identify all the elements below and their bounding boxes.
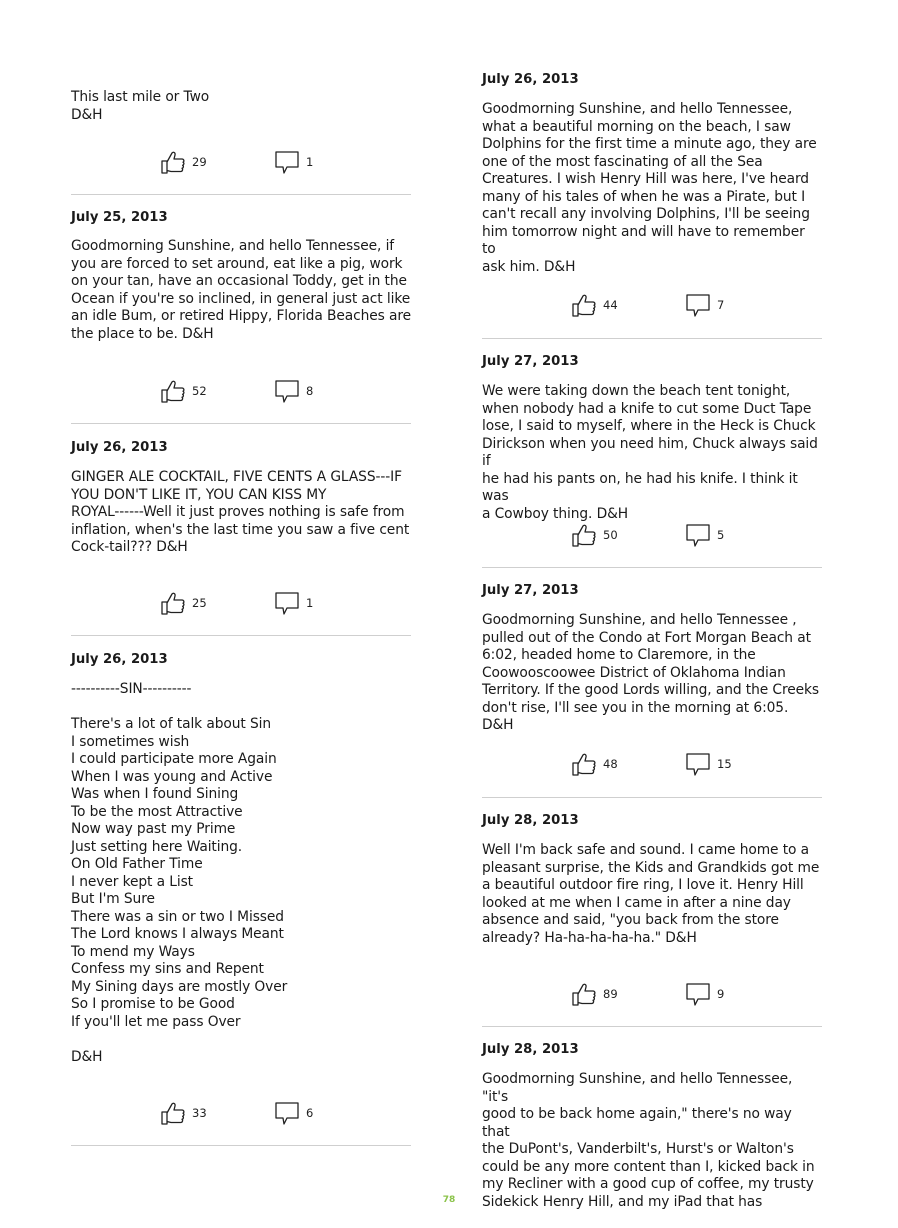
post-date: July 26, 2013	[482, 72, 579, 87]
post-divider	[482, 1026, 822, 1027]
post-body: Goodmorning Sunshine, and hello Tennessee, if you are forced to set around, eat like a pig, work on your tan, have an occasional Toddy, get in the Ocean if you're so inclined, in general just act like an idle Bum, or retired Hippy, Florida Beaches are the place to be. D&H	[71, 238, 411, 342]
like-button[interactable]	[571, 292, 618, 318]
post-body: This last mile or Two D&H	[71, 89, 210, 123]
like-count: 29	[192, 155, 207, 169]
like-button[interactable]	[571, 981, 618, 1007]
post-date: July 28, 2013	[482, 813, 579, 828]
post-divider	[71, 423, 411, 424]
speech-bubble-icon	[274, 378, 300, 404]
post-stats	[482, 981, 822, 1011]
like-count: 44	[603, 298, 618, 312]
comment-count: 15	[717, 757, 732, 771]
like-count: 33	[192, 1106, 207, 1120]
speech-bubble-icon	[274, 149, 300, 175]
comment-count: 7	[717, 298, 725, 312]
speech-bubble-icon	[685, 292, 711, 318]
thumbs-up-icon	[571, 751, 597, 777]
speech-bubble-icon	[685, 981, 711, 1007]
like-button[interactable]	[160, 1100, 207, 1126]
post-stats	[71, 378, 411, 408]
comment-button[interactable]	[685, 522, 724, 548]
post-body: Well I'm back safe and sound. I came home to a pleasant surprise, the Kids and Grandkids got me a beautiful outdoor fire ring, I love it. Henry Hill looked at me when I came in after a nine day absence and said, "you back from the store already? Ha-ha-ha-ha-ha." D&H	[482, 842, 820, 946]
post-body: GINGER ALE COCKTAIL, FIVE CENTS A GLASS---IF YOU DON'T LIKE IT, YOU CAN KISS MY ROYAL------Well it just proves nothing is safe from inflation, when's the last time you saw a five cent Cock-tail??? D&H	[71, 469, 410, 555]
post-date: July 25, 2013	[71, 210, 168, 225]
like-count: 48	[603, 757, 618, 771]
post-stats	[482, 751, 822, 781]
page-number: 78	[442, 1195, 456, 1205]
comment-count: 8	[306, 384, 314, 398]
comment-button[interactable]	[685, 981, 724, 1007]
speech-bubble-icon	[685, 751, 711, 777]
speech-bubble-icon	[274, 590, 300, 616]
like-button[interactable]	[571, 522, 618, 548]
post-date: July 27, 2013	[482, 354, 579, 369]
like-count: 52	[192, 384, 207, 398]
post-divider	[482, 797, 822, 798]
like-count: 50	[603, 528, 618, 542]
post-body: Goodmorning Sunshine, and hello Tennessee, what a beautiful morning on the beach, I saw Dolphins for the first time a minute ago, they are one of the most fascinating of all the Sea Creatures. I wish Henry Hill was here, I've heard many of his tales of when he was a Pirate, but I can't recall any involving Dolphins, I'll be seeing him tomorrow night and will have to remember to ask him. D&H	[482, 101, 817, 275]
post-divider	[71, 635, 411, 636]
thumbs-up-icon	[160, 590, 186, 616]
post-body: We were taking down the beach tent tonight, when nobody had a knife to cut some Duct Tape lose, I said to myself, where in the Heck is Chuck Dirickson when you need him, Chuck always said if he had his pants on, he had his knife. I think it was a Cowboy thing. D&H	[482, 383, 818, 522]
thumbs-up-icon	[160, 1100, 186, 1126]
thumbs-up-icon	[571, 292, 597, 318]
like-count: 89	[603, 987, 618, 1001]
post-stats	[482, 522, 822, 552]
post-date: July 27, 2013	[482, 583, 579, 598]
comment-button[interactable]	[685, 292, 724, 318]
post-divider	[482, 338, 822, 339]
post-body: ----------SIN---------- There's a lot of talk about Sin I sometimes wish I could participate more Again When I was young and Active Was when I found Sining To be the most Attractive Now way past my Prime Just setting here Waiting. On Old Father Time I never kept a List But I'm Sure There was a sin or two I Missed The Lord knows I always Meant To mend my Ways Confess my sins and Repent My Sining days are mostly Over So I promise to be Good If you'll let me pass Over D&H	[71, 681, 288, 1065]
post-body: Goodmorning Sunshine, and hello Tennessee , pulled out of the Condo at Fort Morgan Beach at 6:02, headed home to Claremore, in the Coowooscoowee District of Oklahoma Indian Territory. If the good Lords willing, and the Creeks don't rise, I'll see you in the morning at 6:05. D&H	[482, 612, 819, 733]
post-date: July 26, 2013	[71, 652, 168, 667]
post-divider	[482, 567, 822, 568]
comment-button[interactable]	[274, 590, 313, 616]
thumbs-up-icon	[160, 149, 186, 175]
comment-count: 9	[717, 987, 725, 1001]
speech-bubble-icon	[274, 1100, 300, 1126]
like-button[interactable]	[160, 149, 207, 175]
comment-button[interactable]	[274, 1100, 313, 1126]
thumbs-up-icon	[160, 378, 186, 404]
comment-button[interactable]	[685, 751, 732, 777]
comment-count: 5	[717, 528, 725, 542]
post-stats	[71, 149, 411, 179]
post-divider	[71, 1145, 411, 1146]
comment-count: 1	[306, 596, 314, 610]
thumbs-up-icon	[571, 522, 597, 548]
post-body: Goodmorning Sunshine, and hello Tennessee, "it's good to be back home again," there's no way that the DuPont's, Vanderbilt's, Hurst's or Walton's could be any more content than I, kicked back in my Recliner with a good cup of coffee, my trusty Sidekick Henry Hill, and my iPad that has	[482, 1071, 815, 1210]
comment-button[interactable]	[274, 378, 313, 404]
post-date: July 28, 2013	[482, 1042, 579, 1057]
speech-bubble-icon	[685, 522, 711, 548]
post-stats	[71, 1100, 411, 1130]
like-count: 25	[192, 596, 207, 610]
comment-count: 6	[306, 1106, 314, 1120]
comment-button[interactable]	[274, 149, 313, 175]
like-button[interactable]	[160, 378, 207, 404]
like-button[interactable]	[571, 751, 618, 777]
post-divider	[71, 194, 411, 195]
thumbs-up-icon	[571, 981, 597, 1007]
like-button[interactable]	[160, 590, 207, 616]
comment-count: 1	[306, 155, 314, 169]
post-date: July 26, 2013	[71, 440, 168, 455]
post-stats	[71, 590, 411, 620]
post-stats	[482, 292, 822, 322]
